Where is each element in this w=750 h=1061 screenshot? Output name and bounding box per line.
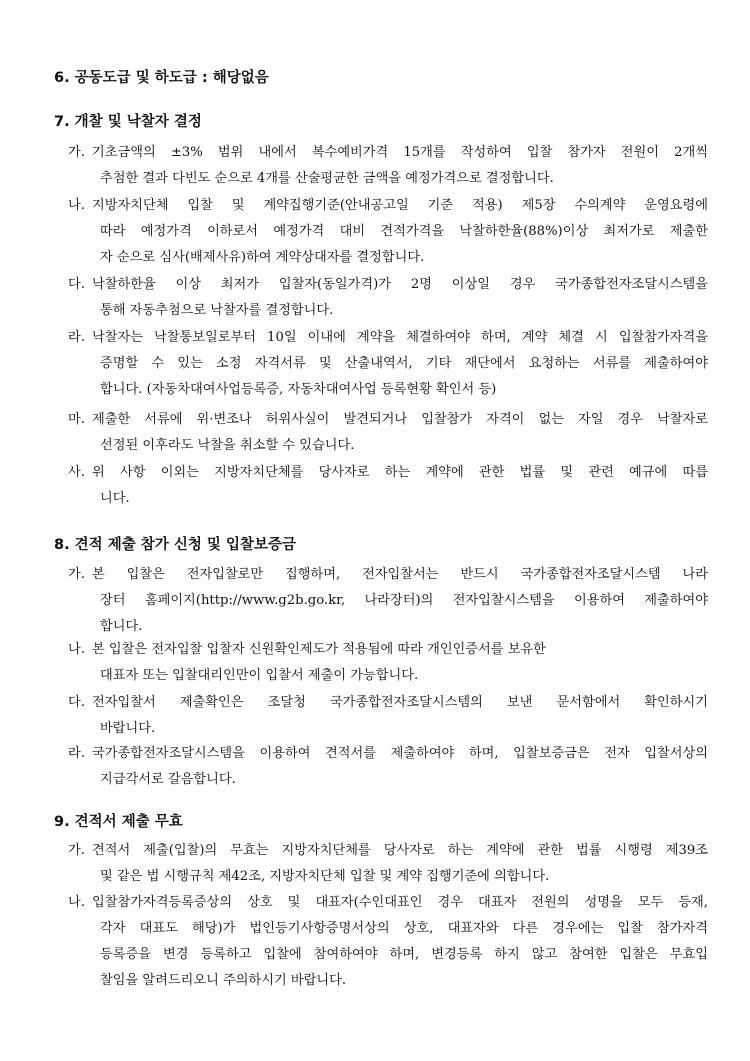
item-marker: 다.: [68, 695, 85, 710]
item-marker: 나.: [68, 895, 85, 910]
item-text-line: 대표자 또는 입찰대리인만이 입찰서 제출이 가능합니다.: [100, 668, 419, 683]
list-item: [68, 272, 708, 324]
item-text-line: 및 같은 법 시행규칙 제42조, 지방자치단체 입찰 및 계약 집행기준에 의합니다.: [100, 869, 550, 884]
list-item: [68, 890, 708, 994]
item-marker: 나.: [68, 198, 85, 213]
section-heading: 8. 견적 제출 참가 신청 및 입찰보증금: [54, 537, 296, 553]
list-item: [68, 407, 708, 459]
list-item: [68, 325, 708, 403]
list-item: [68, 741, 708, 793]
item-text-line: 찰임을 알려드리오니 주의하시기 바랍니다.: [100, 973, 347, 988]
list-item: [68, 193, 708, 271]
item-text-line: 장터 홈페이지(http://www.g2b.go.kr, 나라장터)의 전자입찰시스템을 이용하여 제출하여야: [100, 593, 708, 608]
section-heading: 6. 공동도급 및 하도급 : 해당없음: [54, 70, 269, 86]
list-item: [68, 562, 708, 640]
item-text-line: 바랍니다.: [100, 721, 156, 736]
item-text-line: 합니다. (자동차대여사업등록증, 자동차대여사업 등록현황 확인서 등): [100, 382, 497, 397]
item-text-line: 제출한 서류에 위·변조나 허위사실이 발견되거나 입찰참가 자격이 없는 자일 경우 낙찰자로: [92, 412, 708, 427]
list-item: [68, 460, 708, 512]
item-marker: 마.: [68, 412, 85, 427]
item-text-line: 증명할 수 있는 소정 자격서류 및 산출내역서, 기타 재단에서 요청하는 서류를 제출하여야: [100, 356, 708, 371]
item-text-line: 각자 대표도 해당)가 법인등기사항증명서상의 상호, 대표자와 다른 경우에는 입찰 참가자격: [100, 921, 708, 936]
item-text-line: 국가종합전자조달시스템을 이용하여 견적서를 제출하여야 하며, 입찰보증금은 전자 입찰서상의: [92, 746, 708, 761]
item-text-line: 전자입찰서 제출확인은 조달청 국가종합전자조달시스템의 보낸 문서함에서 확인하시기: [92, 695, 708, 710]
item-text-line: 추첨한 결과 다빈도 순으로 4개를 산술평균한 금액을 예정가격으로 결정합니다.: [100, 171, 554, 186]
item-text-line: 선정된 이후라도 낙찰을 취소할 수 있습니다.: [100, 438, 355, 453]
item-text-line: 따라 예정가격 이하로서 예정가격 대비 견적가격을 낙찰하한율(88%)이상 최저가로 제출한: [100, 224, 708, 239]
item-text-line: 지방자치단체 입찰 및 계약집행기준(안내공고일 기준 적용) 제5장 수의계약 운영요령에: [92, 198, 708, 213]
item-text-line: 자 순으로 심사(배제사유)하여 계약상대자를 결정합니다.: [100, 250, 425, 265]
item-marker: 사.: [68, 465, 85, 480]
section-heading: 9. 견적서 제출 무효: [54, 814, 183, 830]
list-item: [68, 690, 708, 742]
item-marker: 다.: [68, 277, 85, 292]
item-marker: 라.: [68, 330, 85, 345]
item-marker: 가.: [68, 843, 85, 858]
item-text-line: 본 입찰은 전자입찰로만 집행하며, 전자입찰서는 반드시 국가종합전자조달시스템 나라: [92, 567, 708, 582]
item-marker: 가.: [68, 567, 85, 582]
item-text-line: 위 사항 이외는 지방자치단체를 당사자로 하는 계약에 관한 법률 및 관련 예규에 따릅: [92, 465, 708, 480]
item-text-line: 본 입찰은 전자입찰 입찰자 신원확인제도가 적용됨에 따라 개인인증서를 보유한: [92, 642, 546, 657]
item-text-line: 니다.: [100, 491, 130, 506]
item-text-line: 기초금액의 ±3% 범위 내에서 복수예비가격 15개를 작성하여 입찰 참가자 전원이 2개씩: [92, 145, 708, 160]
list-item: [68, 140, 708, 192]
item-text-line: 입찰참가자격등록증상의 상호 및 대표자(수인대표인 경우 대표자 전원의 성명을 모두 등재,: [92, 895, 708, 910]
list-item: [68, 637, 708, 689]
list-item: [68, 838, 708, 890]
item-marker: 나.: [68, 642, 85, 657]
item-text-line: 낙찰하한율 이상 최저가 입찰자(동일가격)가 2명 이상일 경우 국가종합전자조달시스템을: [92, 277, 708, 292]
item-text-line: 합니다.: [100, 619, 143, 634]
item-text-line: 통해 자동추첨으로 낙찰자를 결정합니다.: [100, 303, 334, 318]
item-marker: 가.: [68, 145, 85, 160]
item-text-line: 등록증을 변경 등록하고 입찰에 참여하여야 하며, 변경등록 하지 않고 참여한 입찰은 무효입: [100, 947, 708, 962]
item-marker: 라.: [68, 746, 85, 761]
section-heading: 7. 개찰 및 낙찰자 결정: [54, 114, 202, 130]
item-text-line: 견적서 제출(입찰)의 무효는 지방자치단체를 당사자로 하는 계약에 관한 법률 시행령 제39조: [92, 843, 708, 858]
item-text-line: 낙찰자는 낙찰통보일로부터 10일 이내에 계약을 체결하여야 하며, 계약 체결 시 입찰참가자격을: [92, 330, 708, 345]
item-text-line: 지급각서로 갈음합니다.: [100, 772, 236, 787]
